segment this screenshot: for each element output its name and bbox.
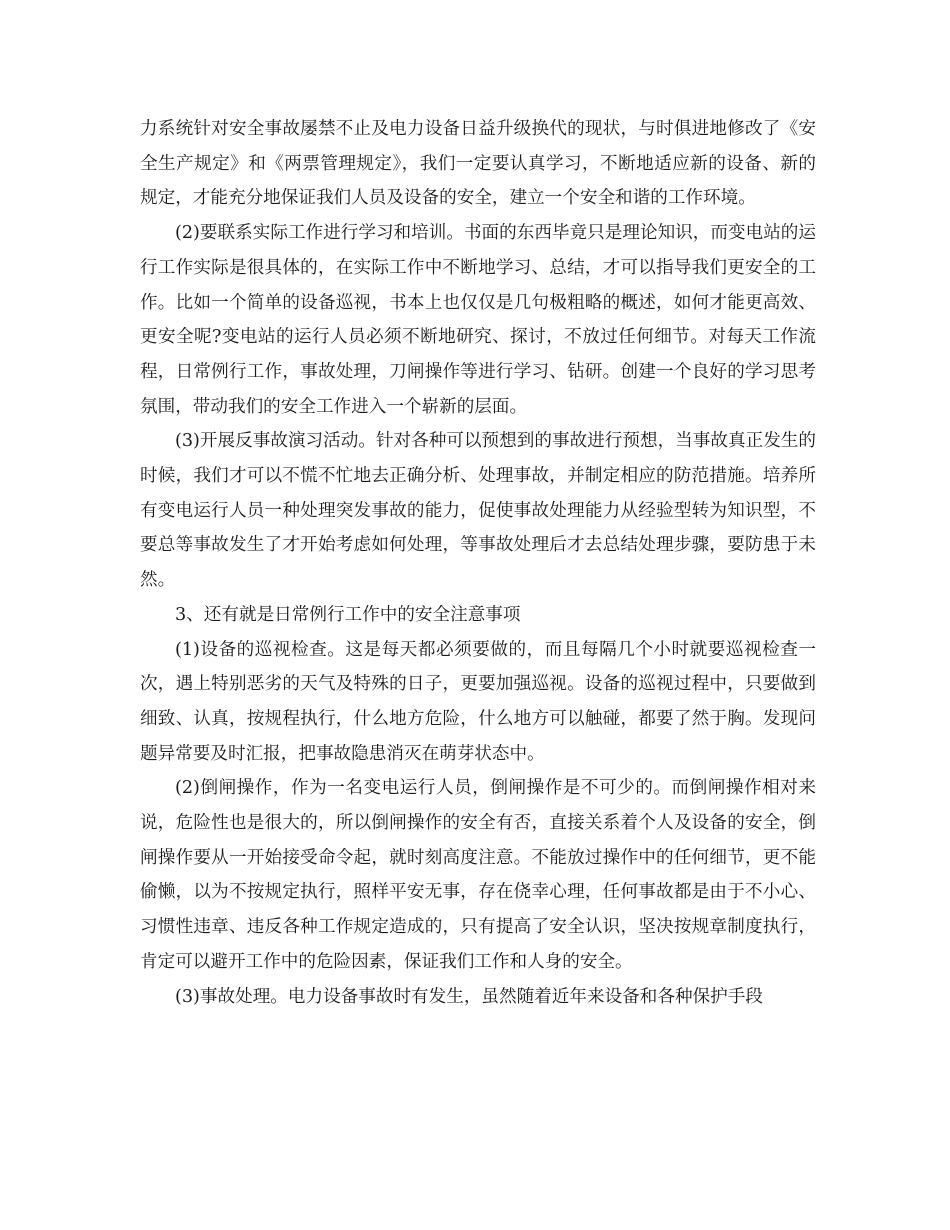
paragraph-continuation: 力系统针对安全事故屡禁不止及电力设备日益升级换代的现状，与时俱进地修改了《安全生产规定》和《两票管理规定》，我们一定要认真学习，不断地适应新的设备、新的规定，才能充分地保证我们人员及设备的安全，建立一个安全和谐的工作环境。 (140, 119, 816, 209)
paragraph-item-3-accident-handling: (3)事故处理。电力设备事故时有发生，虽然随着近年来设备和各种保护手段 (175, 986, 763, 1007)
document-body (140, 112, 816, 1014)
paragraph-item-2-switching-operation: (2)倒闸操作，作为一名变电运行人员，倒闸操作是不可少的。而倒闸操作相对来说，危险性也是很大的，所以倒闸操作的安全有否，直接关系着个人及设备的安全，倒闸操作要从一开始接受命令起，就时刻高度注意。不能放过操作中的任何细节，更不能偷懒，以为不按规定执行，照样平安无事，存在侥幸心理，任何事故都是由于不小心、习惯性违章、违反各种工作规定造成的，只有提高了安全认识，坚决按规章制度执行，肯定可以避开工作中的危险因素，保证我们工作和人身的安全。 (140, 778, 816, 972)
paragraph-item-3-anti-accident-drill: (3)开展反事故演习活动。针对各种可以预想到的事故进行预想，当事故真正发生的时候，我们才可以不慌不忙地去正确分析、处理事故，并制定相应的防范措施。培养所有变电运行人员一种处理突发事故的能力，促使事故处理能力从经验型转为知识型，不要总等事故发生了才开始考虑如何处理，等事故处理后才去总结处理步骤，要防患于未然。 (140, 431, 816, 591)
paragraph-item-1-equipment-inspection: (1)设备的巡视检查。这是每天都必须要做的，而且每隔几个小时就要巡视检查一次，遇上特别恶劣的天气及特殊的日子，更要加强巡视。设备的巡视过程中，只要做到细致、认真，按规程执行，什么地方危险，什么地方可以触碰，都要了然于胸。发现问题异常要及时汇报，把事故隐患消灭在萌芽状态中。 (140, 639, 816, 764)
paragraph-item-2-study-training: (2)要联系实际工作进行学习和培训。书面的东西毕竟只是理论知识，而变电站的运行工作实际是很具体的，在实际工作中不断地学习、总结，才可以指导我们更安全的工作。比如一个简单的设备巡视，书本上也仅仅是几句极粗略的概述，如何才能更高效、更安全呢?变电站的运行人员必须不断地研究、探讨，不放过任何细节。对每天工作流程，日常例行工作，事故处理，刀闸操作等进行学习、钻研。创建一个良好的学习思考氛围，带动我们的安全工作进入一个崭新的层面。 (140, 223, 816, 417)
section-heading-3: 3、还有就是日常例行工作中的安全注意事项 (175, 604, 521, 625)
